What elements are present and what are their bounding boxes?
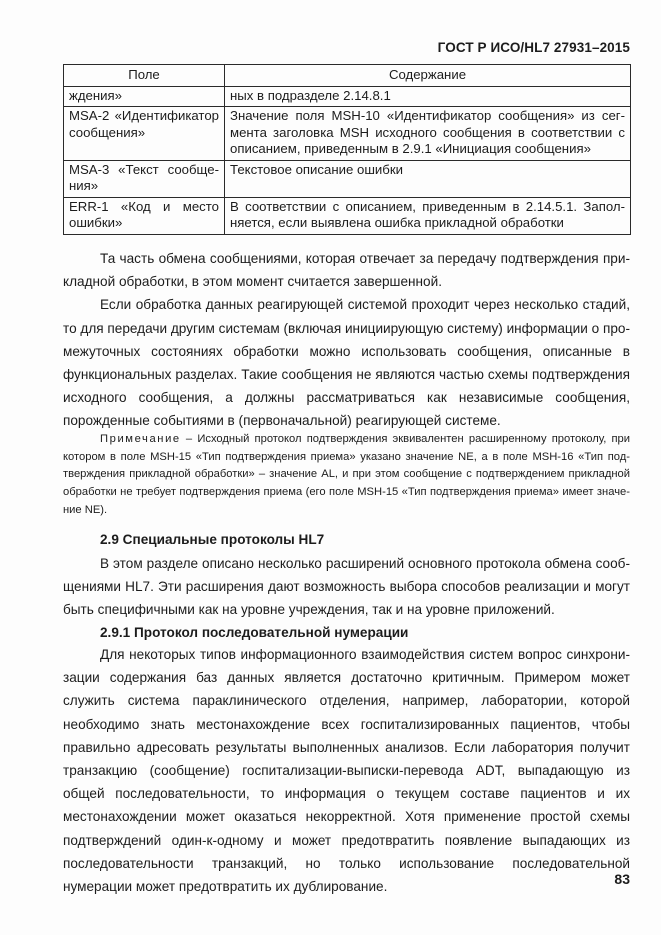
content-cell: В соответствии с описанием, приведенным в 2.14.5.1. Заполняется, если выявлена ошибка прикладной обработки [225,197,631,234]
note-block [63,431,630,520]
field-cell: ждения» [64,86,225,107]
content-cell: ных в подразделе 2.14.8.1 [225,86,631,107]
content-cell: Значение поля MSH-10 «Идентификатор сообщения» из сегмента заголовка MSH исходного сообщения в соответствии с описанием, приведенным в 2.9.1 «Инициация сообщения» [225,107,631,161]
table-header-row [64,65,631,87]
body-text-2 [63,552,630,622]
note-label: Примечание [100,433,181,445]
field-cell: MSA-3 «Текст сообщения» [64,160,225,197]
column-header-content: Содержание [225,65,631,87]
body-text-3 [63,643,630,898]
subsection-heading: 2.9.1 Протокол последовательной нумерации [100,625,409,640]
document-code: ГОСТ Р ИСО/HL7 27931–2015 [437,40,630,55]
paragraph: Для некоторых типов информационного взаимодействия систем вопрос синхронизации содержания баз данных является достаточно критичным. Примером может служить система параклинического отделения, например, лаборатории, которой необходимо знать местонахождение всех госпитализированных пациентов, чтобы правильно адресовать результаты выполненных анализов. Если лаборатория получит транзакцию (сообщение) госпитализации-выписки-перевода ADT, выпадающую из общей последовательности, то информация о текущем составе пациентов и их местонахождении может оказаться некорректной. Хотя применение простой схемы подтверждений один-к-одному и может предотвратить появление выпадающих из последовательности транзакций, но только использование последовательной нумерации может предотвратить их дублирование. [63,647,630,895]
paragraph: В этом разделе описано несколько расширений основного протокола обмена сообщениями HL7. Эти расширения дают возможность выбора способов реализации и могут быть специфичными как на уровне учреждения, так и на уровне приложений. [63,556,630,618]
page-number: 83 [614,871,630,887]
field-cell: ERR-1 «Код и место ошибки» [64,197,225,234]
paragraph: Если обработка данных реагирующей системой проходит через несколько стадий, то для передачи другим системам (включая инициирующую систему) информации о промежуточных состояниях обработки можно использовать сообщения, описанные в функциональных разделах. Такие сообщения не являются частью схемы подтверждения исходного сообщения, а должны рассматриваться как независимые сообщения, порожденные событиями в (первоначальной) реагирующей системе. [63,297,630,429]
content-cell: Текстовое описание ошибки [225,160,631,197]
table-row [64,107,631,161]
table-row [64,160,631,197]
paragraph: Та часть обмена сообщениями, которая отвечает за передачу подтверждения прикладной обработки, в этом момент считается завершенной. [63,251,630,290]
column-header-field: Поле [64,65,225,87]
body-text-1 [63,247,630,433]
section-heading: 2.9 Специальные протоколы HL7 [100,532,325,547]
fields-table [63,64,631,235]
table-row [64,86,631,107]
table-row [64,197,631,234]
note-text: – Исходный протокол подтверждения эквивалентен расширенному протоколу, при котором в поле MSH-15 «Тип подтверждения приема» указано значение NE, а в поле MSH-16 «Тип подтверждения прикладной обработки» – значение AL, и при этом сообщение с подтверждением прикладной обработки не требует подтверждения приема (его поле MSH-15 «Тип подтверждения приема» имеет значение NE). [63,433,630,516]
note-paragraph [63,431,630,520]
field-cell: MSA-2 «Идентификатор сообщения» [64,107,225,161]
